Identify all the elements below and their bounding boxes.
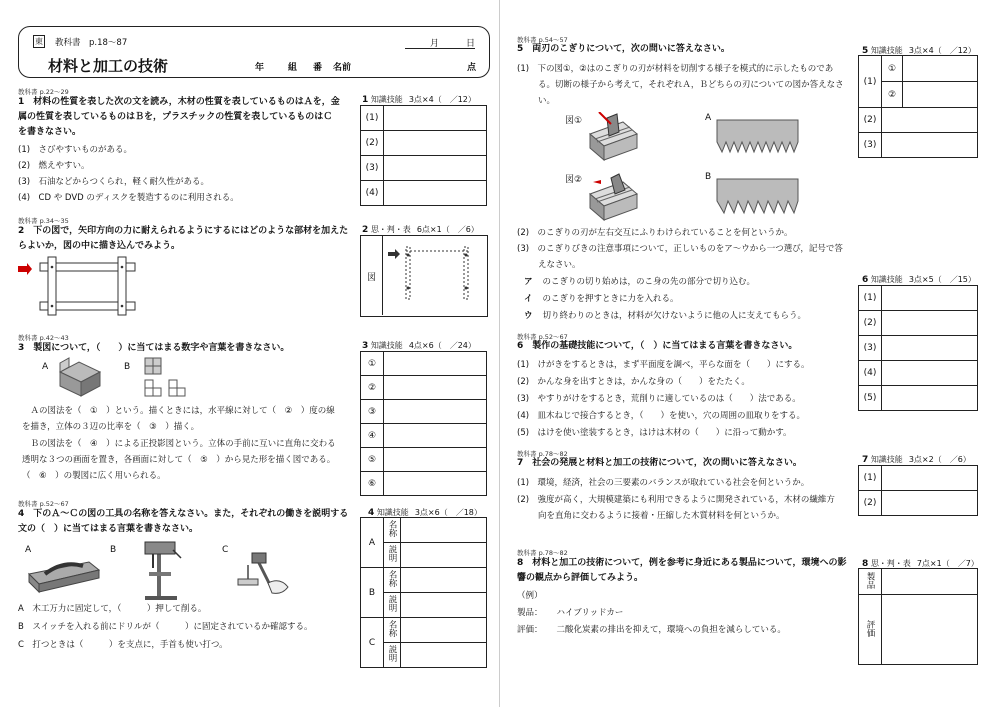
day-label: 日 bbox=[466, 39, 476, 49]
q6-label: (4) bbox=[859, 361, 882, 386]
q5-sub3: (3) のこぎりびきの注意事項について，正しいものをア〜ウから一つ選び，記号で答 bbox=[517, 244, 843, 254]
q1-ref: 教科書 p.22〜29 bbox=[18, 88, 69, 96]
q8-ref: 教科書 p.78〜82 bbox=[517, 549, 568, 557]
q5-fig2-label: 図② bbox=[565, 175, 583, 185]
q1-label: (2) bbox=[361, 131, 384, 156]
q5-option: イ のこぎりを押すときに力を入れる。 bbox=[524, 294, 679, 304]
q2-ref: 教科書 p.34〜35 bbox=[18, 217, 69, 225]
q5-answer-cell[interactable] bbox=[882, 133, 978, 158]
q6-answer-cell[interactable] bbox=[882, 361, 978, 386]
q7-answer-cell[interactable] bbox=[882, 491, 978, 516]
q4-answer-cell[interactable] bbox=[401, 518, 487, 543]
q1-label: (1) bbox=[361, 106, 384, 131]
q7-answer-table bbox=[858, 465, 978, 516]
q6-answer-cell[interactable] bbox=[882, 311, 978, 336]
q6-item: (1) けがきをするときは，まず平面度を調べ，平らな面を（ ）にする。 bbox=[517, 360, 810, 370]
q3-label: ① bbox=[361, 352, 384, 376]
saw-blade-a bbox=[715, 118, 800, 156]
q3-fig-b-label: B bbox=[124, 362, 131, 372]
q3-label: ③ bbox=[361, 400, 384, 424]
q7-answer-cell[interactable] bbox=[882, 466, 978, 491]
q8-product: 製品： ハイブリッドカー bbox=[517, 608, 624, 618]
q3-stem: 3 製図について，（ ）に当てはまる数字や言葉を書きなさい。 bbox=[18, 343, 290, 353]
q3-answer-cell[interactable] bbox=[384, 472, 487, 496]
q5-label: (3) bbox=[859, 133, 882, 158]
q5-sub1: る。切断の様子から考えて，それぞれＡ，Ｂどちらの刃についての図か答えなさ bbox=[538, 80, 844, 90]
q2-fig-label: 図 bbox=[367, 273, 377, 283]
q5-sub1: い。 bbox=[538, 96, 556, 106]
q4-ref: 教科書 p.52〜67 bbox=[18, 500, 69, 508]
q4-stem-1: 4 下のＡ〜Ｃの図の工具の名称を答えなさい。また，それぞれの働きを説明する bbox=[18, 509, 349, 519]
name-label: 名称 bbox=[387, 570, 397, 587]
page-title: 材料と加工の技術 bbox=[48, 57, 169, 75]
q1-item: (1) さびやすいものがある。 bbox=[18, 145, 133, 155]
q8-product-label: 製品 bbox=[865, 571, 875, 589]
year-label: 年 bbox=[255, 63, 265, 73]
q3-label: ④ bbox=[361, 424, 384, 448]
q1-item: (2) 燃えやすい。 bbox=[18, 161, 90, 171]
q5-sub3: えなさい。 bbox=[538, 260, 581, 270]
q1-answer-cell[interactable] bbox=[384, 156, 487, 181]
q1-label: (4) bbox=[361, 181, 384, 206]
q5-sub1: (1) 下の図①，②はのこぎりの刃が材料を切削する様子を模式的に示したものであ bbox=[517, 64, 834, 74]
q6-item: (4) 皿木ねじで接合するとき，（ ）を使い，穴の周囲の皿取りをする。 bbox=[517, 411, 805, 421]
q3-label: ② bbox=[361, 376, 384, 400]
q6-box-header: 6 知識技能 3点×5（ ／15） bbox=[862, 275, 976, 285]
q4-answer-table bbox=[360, 517, 487, 668]
q7-label: (1) bbox=[859, 466, 882, 491]
q3-text: を描き，立体の３辺の比率を（ ③ ）描く。 bbox=[22, 422, 200, 432]
q1-stem-3: を書きなさい。 bbox=[18, 127, 82, 137]
desc-label: 説明 bbox=[387, 545, 397, 562]
saw-cut-figure-1 bbox=[585, 112, 640, 162]
q5-option: ウ 切り終わりのときは，材料が欠けないように他の人に支えてもらう。 bbox=[524, 311, 807, 321]
q3-ref: 教科書 p.42〜43 bbox=[18, 334, 69, 342]
q5-option: ア のこぎりの切り始めは，のこ身の先の部分で切り込む。 bbox=[524, 277, 756, 287]
hammer-hand-icon bbox=[232, 543, 292, 595]
name-label: 名称 bbox=[387, 620, 397, 637]
q8-answer-table bbox=[858, 568, 978, 665]
q7-ref: 教科書 p.78〜82 bbox=[517, 450, 568, 458]
q4-fig-c-label: C bbox=[222, 545, 229, 555]
q7-box-header: 7 知識技能 3点×2（ ／6） bbox=[862, 455, 971, 465]
q8-answer-cell[interactable] bbox=[882, 595, 978, 665]
q4-box-header: 4 知識技能 3点×6（ ／18） bbox=[368, 508, 482, 518]
q4-group-label: B bbox=[361, 568, 384, 618]
q5-ref: 教科書 p.54〜57 bbox=[517, 36, 568, 44]
q3-answer-cell[interactable] bbox=[384, 352, 487, 376]
q6-answer-cell[interactable] bbox=[882, 286, 978, 311]
q6-label: (2) bbox=[859, 311, 882, 336]
q5-answer-cell[interactable] bbox=[882, 108, 978, 133]
q6-label: (1) bbox=[859, 286, 882, 311]
q7-stem: 7 社会の発展と材料と加工の技術について，次の問いに答えなさい。 bbox=[517, 458, 802, 468]
q3-text: Ａの図法を（ ① ）という。描くときには，水平線に対して（ ② ）度の線 bbox=[22, 406, 335, 416]
q5-fig-a-label: A bbox=[705, 113, 712, 123]
q2-box-header: 2 思・判・表 6点×1（ ／6） bbox=[362, 225, 479, 235]
q3-answer-cell[interactable] bbox=[384, 424, 487, 448]
q3-box-header: 3 知識技能 4点×6（ ／24） bbox=[362, 341, 476, 351]
q8-example-label: （例） bbox=[517, 591, 543, 601]
page-divider bbox=[499, 0, 500, 707]
q5-sub-label: ② bbox=[882, 82, 903, 108]
q6-item: (5) はけを使い塗装するとき，はけは木材の（ ）に沿って動かす。 bbox=[517, 428, 792, 438]
month-label: 月 bbox=[430, 39, 440, 49]
isometric-figure bbox=[55, 356, 107, 398]
frame-figure bbox=[18, 255, 138, 317]
q5-answer-cell[interactable] bbox=[903, 82, 978, 108]
q3-label: ⑤ bbox=[361, 448, 384, 472]
q3-text: 透明な３つの画面を置き，各画面に対して（ ⑤ ）から見た形を描く図である。 bbox=[22, 455, 336, 465]
q4-item: B スイッチを入れる前にドリルが（ ）に固定されているか確認する。 bbox=[18, 622, 313, 632]
q2-stem-2: らよいか，図の中に描き込んでみよう。 bbox=[18, 241, 181, 251]
q7-item: (1) 環境，経済，社会の三要素のバランスが取れている社会を何というか。 bbox=[517, 478, 810, 488]
q1-answer-cell[interactable] bbox=[384, 131, 487, 156]
q5-sub2: (2) のこぎりの刃が左右交互にふりわけられていることを何というか。 bbox=[517, 228, 793, 238]
q4-answer-cell[interactable] bbox=[401, 643, 487, 668]
q1-label: (3) bbox=[361, 156, 384, 181]
q4-stem-2: 文の（ ）に当てはまる言葉を書きなさい。 bbox=[18, 524, 199, 534]
q8-stem-2: 響の観点から評価してみよう。 bbox=[517, 573, 644, 583]
publisher-mark: 東 bbox=[35, 37, 43, 46]
q5-label: (1) bbox=[859, 56, 882, 108]
q1-item: (3) 石油などからつくられ，軽く耐久性がある。 bbox=[18, 177, 209, 187]
q6-answer-cell[interactable] bbox=[882, 336, 978, 361]
q3-answer-cell[interactable] bbox=[384, 376, 487, 400]
q6-item: (2) かんな身を出すときは，かんな身の（ ）をたたく。 bbox=[517, 377, 750, 387]
q6-stem: 6 製作の基礎技能について，（ ）に当てはまる言葉を書きなさい。 bbox=[517, 341, 798, 351]
plane-tool-icon bbox=[25, 552, 103, 596]
q7-item: (2) 強度が高く，大規模建築にも利用できるように開発されている，木材の繊維方 bbox=[517, 495, 835, 505]
desc-label: 説明 bbox=[387, 645, 397, 662]
q4-answer-cell[interactable] bbox=[401, 568, 487, 593]
q6-answer-cell[interactable] bbox=[882, 386, 978, 411]
q4-answer-cell[interactable] bbox=[401, 618, 487, 643]
q6-item: (3) やすりがけをするとき，荒削りに適しているのは（ ）法である。 bbox=[517, 394, 801, 404]
q5-stem: 5 両刃のこぎりについて，次の問いに答えなさい。 bbox=[517, 44, 730, 54]
q1-answer-table bbox=[360, 105, 487, 206]
q6-label: (5) bbox=[859, 386, 882, 411]
desc-label: 説明 bbox=[387, 595, 397, 612]
q1-stem-1: 1 材料の性質を表した次の文を読み，木材の性質を表しているものはＡを，金 bbox=[18, 97, 340, 107]
q3-answer-cell[interactable] bbox=[384, 400, 487, 424]
saw-blade-b bbox=[715, 177, 800, 215]
q4-item: C 打つときは（ ）を支点に，手首も使い打つ。 bbox=[18, 640, 228, 650]
q3-text: Ｂの図法を（ ④ ）による正投影図という。立体の手前に互いに直角に交わる bbox=[22, 439, 336, 449]
q6-answer-table bbox=[858, 285, 978, 411]
q1-stem-2: 属の性質を表しているものはＢを，プラスチックの性質を表しているものはＣ bbox=[18, 112, 333, 122]
q6-label: (3) bbox=[859, 336, 882, 361]
q5-sub-label: ① bbox=[882, 56, 903, 82]
q1-box-header: 1 知識技能 3点×4（ ／12） bbox=[362, 95, 476, 105]
q5-fig-b-label: B bbox=[705, 172, 712, 182]
q7-label: (2) bbox=[859, 491, 882, 516]
date-line bbox=[405, 48, 475, 49]
name-label: 名称 bbox=[387, 520, 397, 537]
q5-answer-cell[interactable] bbox=[903, 56, 978, 82]
q8-stem-1: 8 材料と加工の技術について，例を参考に身近にある製品について，環境への影 bbox=[517, 558, 847, 568]
q1-item: (4) CD や DVD のディスクを製造するのに利用される。 bbox=[18, 193, 239, 203]
q5-label: (2) bbox=[859, 108, 882, 133]
q3-text: （ ⑥ ）の製図に広く用いられる。 bbox=[22, 471, 166, 481]
q1-answer-cell[interactable] bbox=[384, 181, 487, 206]
name-label: 名前 bbox=[333, 63, 352, 73]
q6-ref: 教科書 p.52〜67 bbox=[517, 333, 568, 341]
q2-stem-1: 2 下の図で，矢印方向の力に耐えられるようにするにはどのような部材を加えた bbox=[18, 226, 349, 236]
q5-box-header: 5 知識技能 3点×4（ ／12） bbox=[862, 46, 976, 56]
textbook-pages: 教科書 p.18〜87 bbox=[55, 38, 128, 48]
q3-label: ⑥ bbox=[361, 472, 384, 496]
q7-item: 向を直角に交わるように接着・圧縮した木質材料を何というか。 bbox=[538, 511, 785, 521]
drill-press-icon bbox=[135, 540, 185, 600]
q4-group-label: C bbox=[361, 618, 384, 668]
q5-answer-table bbox=[858, 55, 978, 158]
q3-answer-cell[interactable] bbox=[384, 448, 487, 472]
q8-box-header: 8 思・判・表 7点×1（ ／7） bbox=[862, 559, 979, 569]
q3-fig-a-label: A bbox=[42, 362, 49, 372]
saw-cut-figure-2 bbox=[585, 172, 640, 222]
q4-fig-a-label: A bbox=[25, 545, 32, 555]
q8-answer-cell[interactable] bbox=[882, 569, 978, 595]
q4-fig-b-label: B bbox=[110, 545, 117, 555]
number-label: 番 bbox=[313, 63, 323, 73]
orthographic-figure bbox=[143, 356, 189, 400]
q1-answer-cell[interactable] bbox=[384, 106, 487, 131]
q4-answer-cell[interactable] bbox=[401, 593, 487, 618]
q5-fig1-label: 図① bbox=[565, 116, 583, 126]
q3-answer-table bbox=[360, 351, 487, 496]
q4-group-label: A bbox=[361, 518, 384, 568]
q8-evaluation: 評価： 二酸化炭素の排出を抑えて，環境への負担を減らしている。 bbox=[517, 625, 786, 635]
q4-answer-cell[interactable] bbox=[401, 543, 487, 568]
q4-item: A 木工万力に固定して，（ ）押して削る。 bbox=[18, 604, 207, 614]
score-label: 点 bbox=[467, 63, 477, 73]
q8-evaluation-label: 評価 bbox=[865, 619, 875, 637]
q2-mini-frame bbox=[388, 243, 478, 303]
class-label: 組 bbox=[288, 63, 298, 73]
